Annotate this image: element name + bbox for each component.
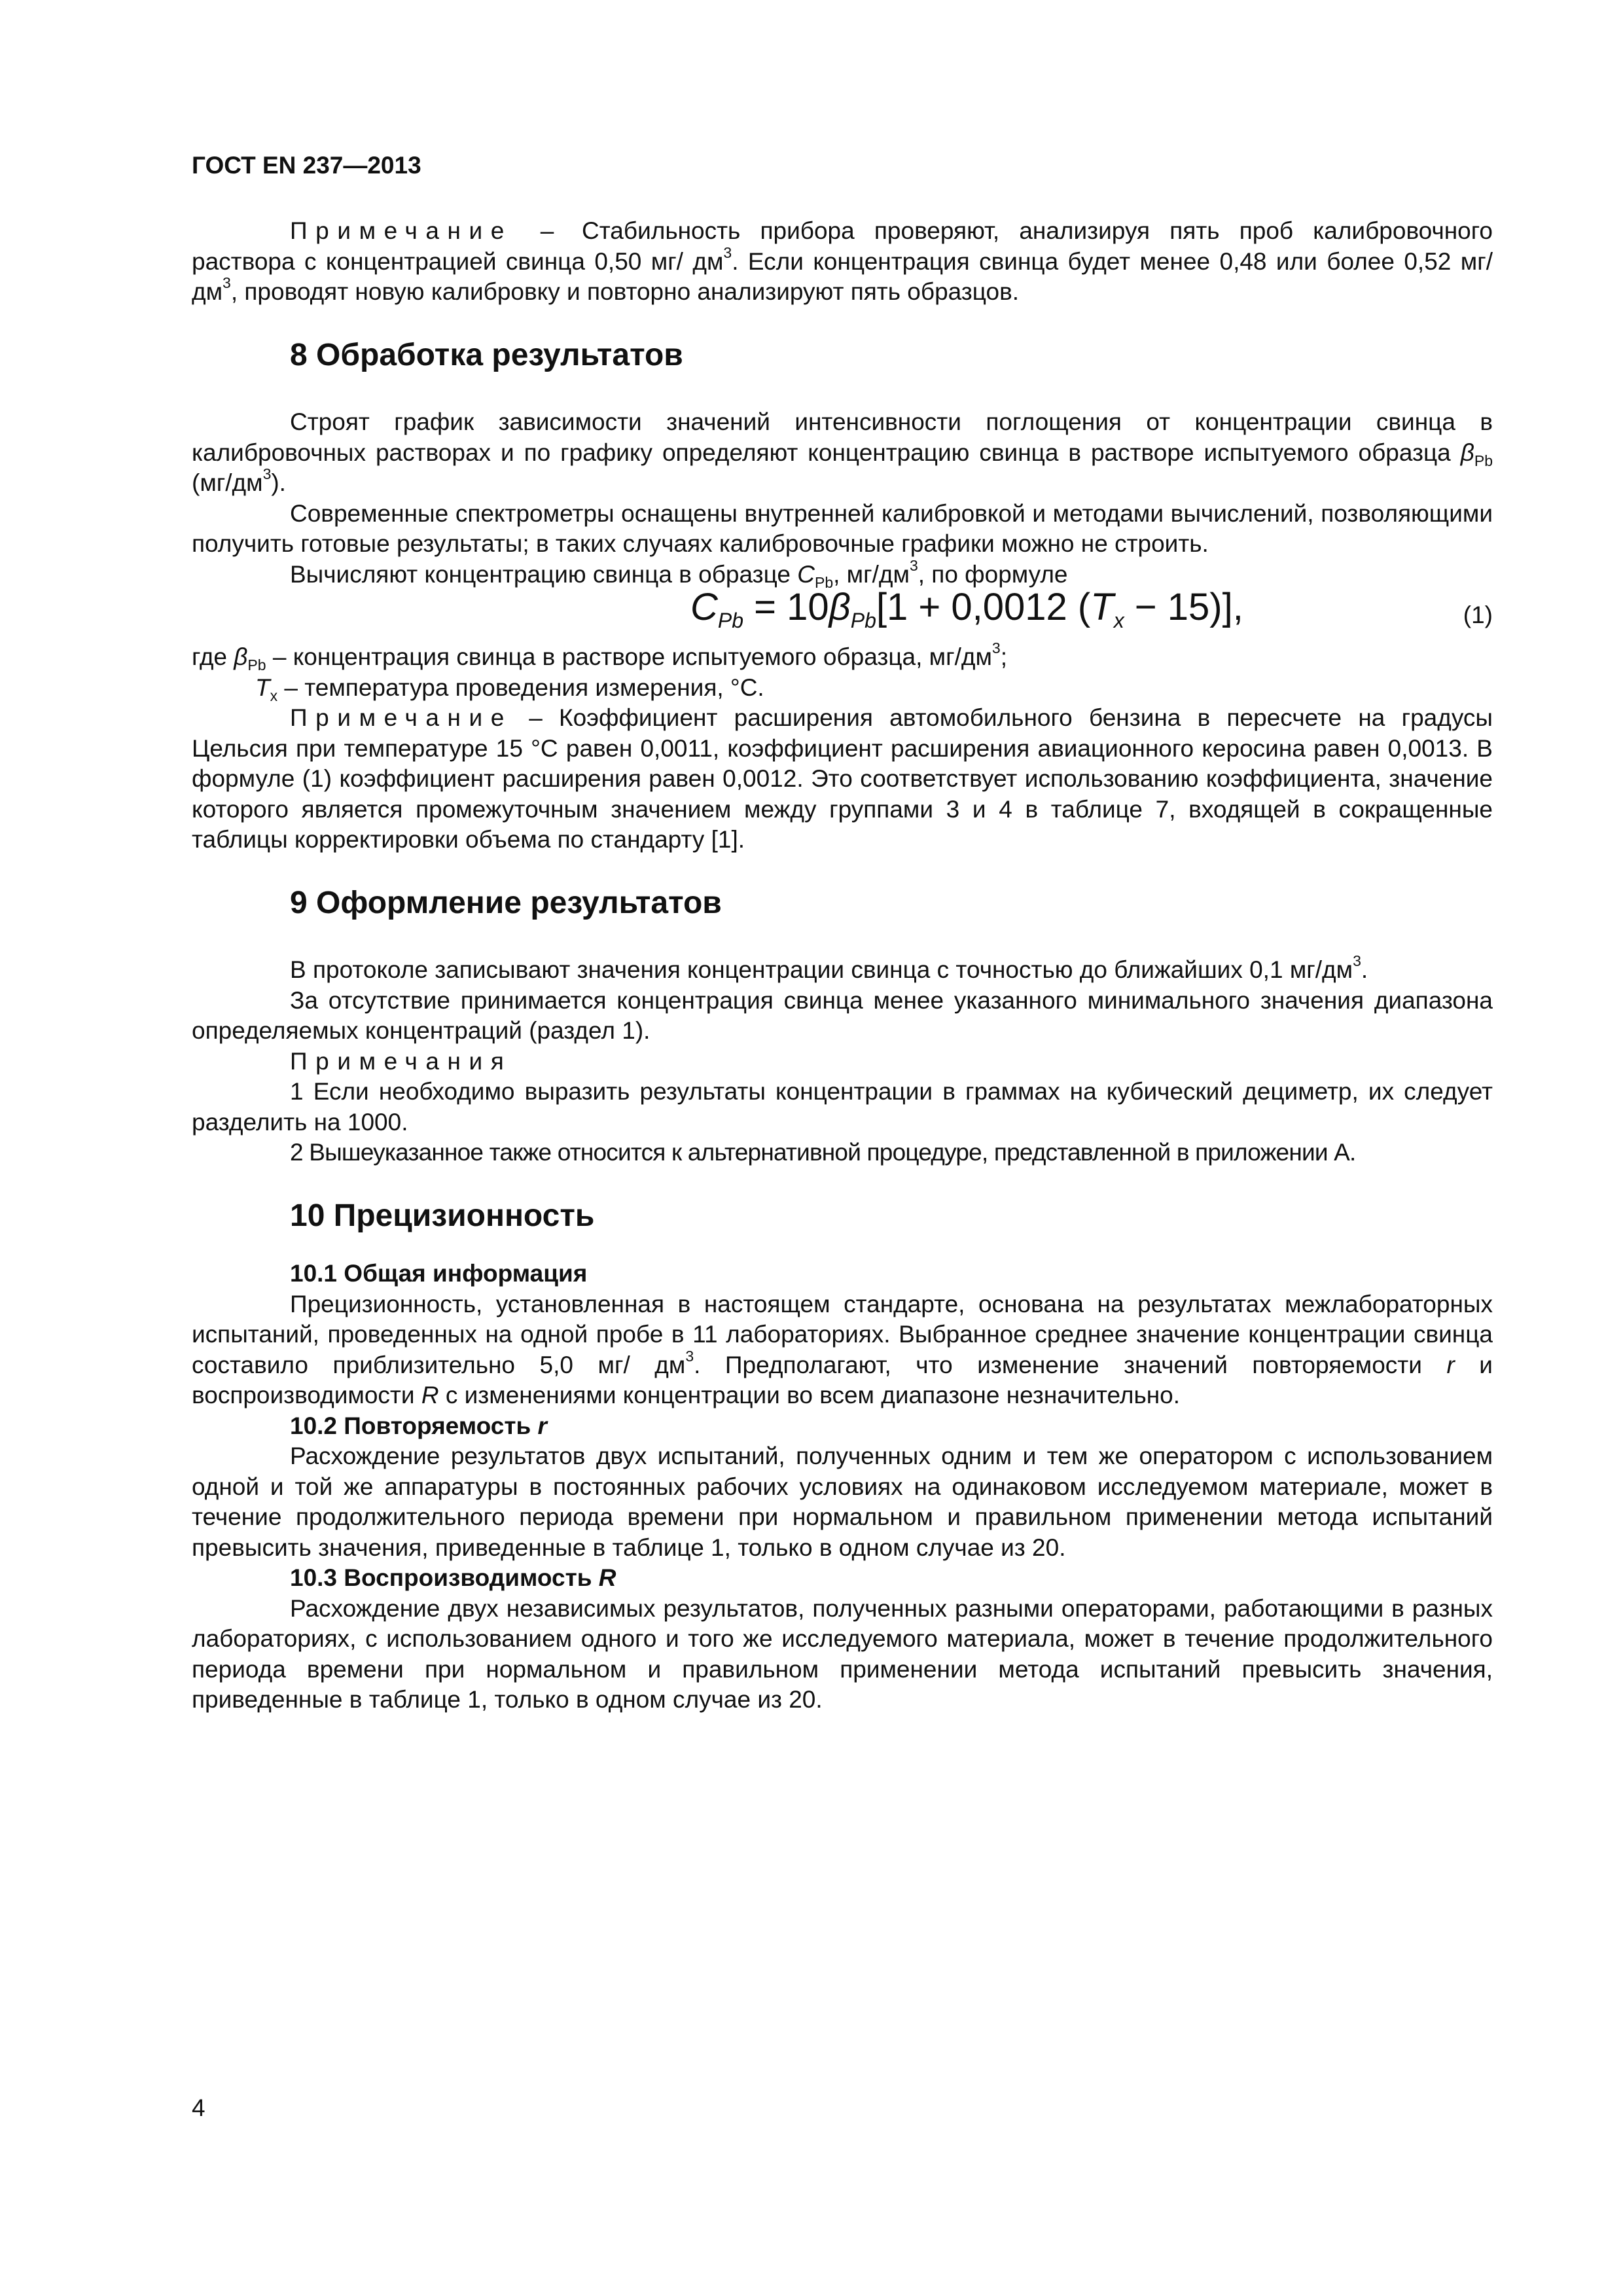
note-1: 1 Если необходимо выразить результаты концентрации в граммах на кубический дециметр, их следует разделить на 1000. [192,1078,1493,1136]
section-8-title: 8 Обработка результатов [290,337,683,372]
s10-3-paragraph: Расхождение двух независимых результатов, полученных разными операторами, работающими в разных лабораториях, с использованием одного и того же исследуемого материала, может в течение продолжительного периода времени при нормальном и правильном применении метода испытаний превысить значения, приведенные в таблице 1, только в одном случае из 20. [192,1594,1493,1713]
subsection-10-3-title: 10.3 Воспроизводимость R [290,1564,616,1591]
s8-paragraph-3: Вычисляют концентрацию свинца в образце $C_{Pb}$, $мг/дм^3$, по формуле [290,556,1068,591]
s8-paragraph-1: Строят график зависимости значений интенсивности поглощения от концентрации свинца в калибровочных растворах и по графику определяют концентрацию свинца в растворе испытуемого образца $\beta_{Pb}$ $(мг/дм^3)$. [192,408,1493,496]
note-expansion: Примечание – Коэффициент расширения автомобильного бензина в пересчете на градусы Цельсия при температуре 15 °С равен 0,0011, коэффициент расширения авиационного керосина равен 0,0013. В формуле (1) коэффициент расширения равен 0,0012. Это соответствует использованию коэффициента, значение которого является промежуточным значением между группами 3 и 4 в таблице 7, входящей в сокращенные таблицы корректировки объема по стандарту [1]. [192,704,1493,853]
subsection-10-1-title: 10.1 Общая информация [290,1260,588,1287]
s9-paragraph-1: В протоколе записывают значения концентрации свинца с точностью до ближайших 0,1 $мг/дм^3$. [290,952,1368,983]
section-9-title: 9 Оформление результатов [290,885,722,920]
where-beta: где $\beta_{Pb}$ – концентрация свинца в растворе испытуемого образца, $мг/дм^3$; [192,639,1007,673]
note-2: 2 Вышеуказанное также относится к альтернативной процедуре, представленной в приложении А. [290,1139,1356,1166]
where-tx: $T_x$ – температура проведения измерения, °С. [255,673,764,704]
formula-expression: $C_{Pb} = 10\beta_{Pb}[1 + 0,0012$ $(T_x - 15)$], [690,586,1243,632]
s10-1-paragraph: Прецизионность, установленная в настоящем стандарте, основана на результатах межлабораторных испытаний, проведенных на одной пробе в 11 лабораториях. Выбранное среднее значение концентрации свинца составило приблизительно 5,0 мг/ $дм^3$. Предполагают, что изменение значений повторяемости r и воспроизводимости R с изменениями концентрации во всем диапазоне незначительно. [192,1290,1493,1408]
document-header: ГОСТ EN 237—2013 [192,152,421,179]
page-number: 4 [192,2094,205,2121]
s10-2-paragraph: Расхождение результатов двух испытаний, полученных одним и тем же оператором с использованием одной и той же аппаратуры в постоянных рабочих условиях на одинаковом исследуемом материале, может в течение продолжительного периода времени при нормальном и правильном применении метода испытаний превысить значения, приведенные в таблице 1, только в одном случае из 20. [192,1443,1493,1561]
section-10-title: 10 Прецизионность [290,1198,595,1233]
subsection-10-2-title: 10.2 Повторяемость r [290,1412,547,1439]
note-calibration: Примечание – Стабильность прибора проверяют, анализируя пять проб калибровочного раствора с концентрацией свинца 0,50 мг/ $дм^3$. Если концентрация свинца будет менее 0,48 или более 0,52 $мг/дм^3$, проводят новую калибровку и повторно анализируют пять образцов. [192,217,1493,305]
page-content [192,216,1493,1715]
formula-number: (1) [1463,601,1493,628]
formula-1 [192,586,1493,642]
notes-label: Примечания [290,1047,512,1075]
s8-paragraph-2: Современные спектрометры оснащены внутренней калибровкой и методами вычислений, позволяющими получить готовые результаты; в таких случаях калибровочные графики можно не строить. [192,499,1493,557]
s9-paragraph-2: За отсутствие принимается концентрация свинца менее указанного минимального значения диапазона определяемых концентраций (раздел 1). [192,986,1493,1044]
